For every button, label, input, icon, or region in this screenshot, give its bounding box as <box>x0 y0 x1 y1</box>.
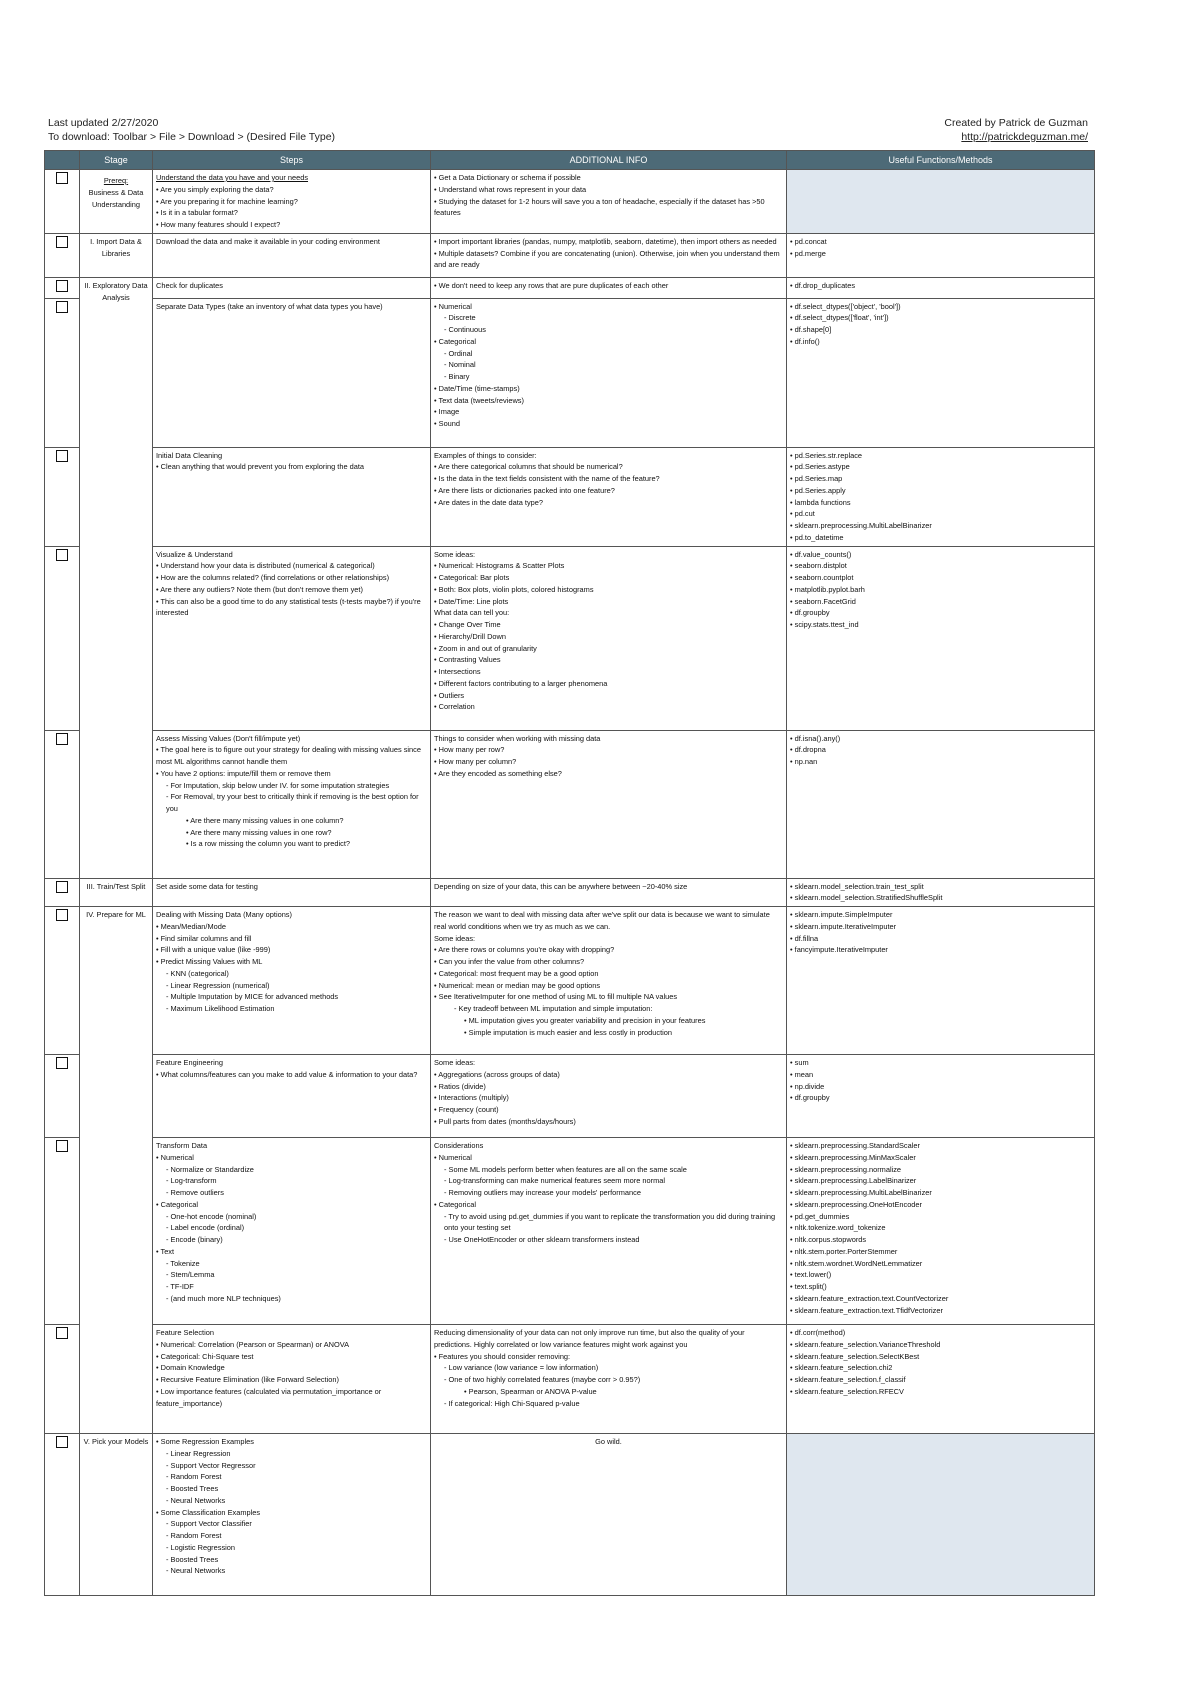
step-line: - Support Vector Classifier <box>166 1519 252 1529</box>
last-updated-text: Last updated 2/27/2020 <box>48 117 159 129</box>
functions-cell <box>787 907 1095 1055</box>
function-item: • pd.cut <box>790 509 815 519</box>
step-line: • Fill with a unique value (like -999) <box>156 945 271 955</box>
info-line: • Simple imputation is much easier and less costly in production <box>464 1027 672 1037</box>
step-line: • Numerical: Correlation (Pearson or Spearman) or ANOVA <box>156 1339 350 1349</box>
step-line: • Are there many missing values in one row? <box>186 827 332 837</box>
info-line: - Discrete <box>444 313 476 323</box>
info-line: Things to consider when working with missing data <box>434 733 601 743</box>
table-row <box>45 298 1095 447</box>
function-item: • text.lower() <box>790 1270 832 1280</box>
info-line: • Interactions (multiply) <box>434 1093 509 1103</box>
steps-cell <box>153 298 431 447</box>
info-line: Considerations <box>434 1141 484 1150</box>
table-row <box>45 546 1095 730</box>
step-line: • Predict Missing Values with ML <box>156 957 263 966</box>
step-line: - Multiple Imputation by MICE for advanced methods <box>166 992 339 1002</box>
column-header-row <box>45 151 1095 170</box>
info-line: • Studying the dataset for 1-2 hours will save you a ton of headache, especially if the dataset has >50 features <box>434 196 765 218</box>
function-item: • df.drop_duplicates <box>790 280 856 290</box>
info-line: Some ideas: <box>434 1058 476 1067</box>
info-line: • Numerical <box>434 1152 472 1162</box>
table-row <box>45 1325 1095 1434</box>
info-line: • Ratios (divide) <box>434 1081 486 1091</box>
function-item: • df.fillna <box>790 933 819 943</box>
function-item: • nltk.tokenize.word_tokenize <box>790 1223 886 1233</box>
row-checkbox[interactable] <box>56 280 68 292</box>
sheet-header-left <box>48 116 335 144</box>
info-line: • Both: Box plots, violin plots, colored histograms <box>434 584 594 594</box>
info-line: • Are there lists or dictionaries packed into one feature? <box>434 485 615 495</box>
step-line: Feature Selection <box>156 1328 214 1337</box>
info-line: - Removing outliers may increase your models' performance <box>444 1188 641 1197</box>
info-line: • Numerical: Histograms & Scatter Plots <box>434 561 565 571</box>
functions-cell <box>787 1434 1095 1596</box>
stage-cell: I. Import Data & Libraries <box>80 233 153 277</box>
function-item: • sklearn.preprocessing.OneHotEncoder <box>790 1199 922 1209</box>
info-line: - Use OneHotEncoder or other sklearn transformers instead <box>444 1235 640 1244</box>
function-item: • pd.Series.apply <box>790 485 846 495</box>
info-line: • Are they encoded as something else? <box>434 768 562 778</box>
step-line: - Label encode (ordinal) <box>166 1223 245 1233</box>
function-item: • pd.to_datetime <box>790 532 844 542</box>
step-line: • Are there any outliers? Note them (but don't remove them yet) <box>156 584 363 594</box>
info-line: • Pearson, Spearman or ANOVA P-value <box>464 1386 597 1396</box>
functions-cell <box>787 298 1095 447</box>
step-line: - Random Forest <box>166 1472 222 1482</box>
step-line: • How many features should I expect? <box>156 220 281 229</box>
step-line: Feature Engineering <box>156 1058 223 1067</box>
function-item: • df.corr(method) <box>790 1328 846 1337</box>
step-line: - KNN (categorical) <box>166 968 229 978</box>
steps-cell <box>153 233 431 277</box>
info-line: Some ideas: <box>434 933 476 943</box>
row-checkbox[interactable] <box>56 236 68 248</box>
table-row <box>45 878 1095 907</box>
step-line: - Boosted Trees <box>166 1554 219 1564</box>
steps-cell <box>153 878 431 907</box>
additional-info-cell <box>431 277 787 298</box>
function-item: • sklearn.model_selection.StratifiedShuffleSplit <box>790 893 943 903</box>
info-line: • Text data (tweets/reviews) <box>434 395 524 405</box>
additional-info-cell <box>431 233 787 277</box>
step-line: - Normalize or Standardize <box>166 1164 254 1174</box>
info-line: • Understand what rows represent in your data <box>434 184 587 194</box>
info-line: - Low variance (low variance = low information) <box>444 1363 599 1373</box>
functions-cell <box>787 730 1095 878</box>
function-item: • pd.get_dummies <box>790 1211 850 1221</box>
step-line: - One-hot encode (nominal) <box>166 1211 257 1221</box>
info-line: What data can tell you: <box>434 608 510 618</box>
function-item: • sklearn.feature_selection.chi2 <box>790 1363 893 1373</box>
column-header-additional-info: ADDITIONAL INFO <box>431 151 787 170</box>
table-row <box>45 233 1095 277</box>
additional-info-cell <box>431 878 787 907</box>
info-line: • Categorical: most frequent may be a good option <box>434 968 599 978</box>
steps-cell <box>153 447 431 546</box>
info-line: - Continuous <box>444 325 486 334</box>
row-checkbox[interactable] <box>56 881 68 893</box>
info-line: • Numerical <box>434 301 472 311</box>
step-line: • Are there many missing values in one column? <box>186 815 344 825</box>
step-line: • Clean anything that would prevent you from exploring the data <box>156 462 365 472</box>
additional-info-cell <box>431 298 787 447</box>
table-row <box>45 1434 1095 1596</box>
info-line: • Is the data in the text fields consistent with the name of the feature? <box>434 474 660 483</box>
function-item: • pd.Series.str.replace <box>790 450 863 460</box>
function-item: • sklearn.feature_selection.f_classif <box>790 1375 906 1384</box>
table-row <box>45 1138 1095 1325</box>
steps-cell <box>153 1325 431 1434</box>
functions-cell <box>787 878 1095 907</box>
step-line: - TF-IDF <box>166 1282 194 1291</box>
author-credit: Created by Patrick de Guzman <box>944 117 1088 129</box>
info-line: Depending on size of your data, this can be anywhere between ~20-40% size <box>434 881 688 891</box>
info-line: • Are there categorical columns that should be numerical? <box>434 462 623 472</box>
info-line: • Hierarchy/Drill Down <box>434 631 506 641</box>
info-line: • We don't need to keep any rows that are pure duplicates of each other <box>434 280 669 290</box>
function-item: • sklearn.preprocessing.MinMaxScaler <box>790 1152 916 1162</box>
info-line: - Log-transforming can make numerical features seem more normal <box>444 1176 665 1186</box>
row-checkbox[interactable] <box>56 549 68 561</box>
functions-cell <box>787 1325 1095 1434</box>
function-item: • df.shape[0] <box>790 325 832 334</box>
step-line: Visualize & Understand <box>156 549 233 559</box>
info-line: • Frequency (count) <box>434 1105 499 1114</box>
step-line: • Are you simply exploring the data? <box>156 184 274 194</box>
function-item: • df.select_dtypes(['float', 'int']) <box>790 313 889 323</box>
functions-cell <box>787 546 1095 730</box>
info-line: - Some ML models perform better when features are all on the same scale <box>444 1164 687 1174</box>
step-line: Understand the data you have and your needs <box>156 173 309 182</box>
table-row <box>45 277 1095 298</box>
step-line: • Some Regression Examples <box>156 1437 254 1446</box>
steps-cell <box>153 1055 431 1138</box>
function-item: • pd.Series.astype <box>790 462 850 472</box>
info-line: • Correlation <box>434 702 475 712</box>
function-item: • lambda functions <box>790 497 851 507</box>
info-line: • Zoom in and out of granularity <box>434 643 537 653</box>
info-line: • Change Over Time <box>434 620 501 629</box>
stage-cell: IV. Prepare for ML <box>80 907 153 1434</box>
function-item: • df.groupby <box>790 1093 830 1103</box>
additional-info-cell <box>431 546 787 730</box>
step-line: • Domain Knowledge <box>156 1363 225 1373</box>
steps-cell <box>153 277 431 298</box>
info-line: - Nominal <box>444 360 476 370</box>
function-item: • sklearn.feature_extraction.text.CountVectorizer <box>790 1293 949 1303</box>
table-row <box>45 1055 1095 1138</box>
steps-cell <box>153 1434 431 1596</box>
function-item: • sklearn.preprocessing.LabelBinarizer <box>790 1176 917 1186</box>
steps-cell <box>153 170 431 234</box>
info-line: • Intersections <box>434 667 481 676</box>
info-line: • Categorical: Bar plots <box>434 573 510 582</box>
stage-cell: III. Train/Test Split <box>80 878 153 907</box>
info-line: • Different factors contributing to a larger phenomena <box>434 678 608 688</box>
step-line: - Linear Regression <box>166 1448 231 1458</box>
function-item: • sklearn.impute.IterativeImputer <box>790 921 897 931</box>
step-line: - (and much more NLP techniques) <box>166 1293 281 1303</box>
step-line: - Boosted Trees <box>166 1484 219 1493</box>
function-item: • seaborn.countplot <box>790 573 854 582</box>
step-line: - Log-transform <box>166 1176 217 1186</box>
info-line: The reason we want to deal with missing data after we've split our data is because we want to simulate real world conditions when we try as much as we can. <box>434 910 770 931</box>
info-line: - One of two highly correlated features (maybe corr > 0.95?) <box>444 1375 641 1384</box>
info-line: • ML imputation gives you greater variability and precision in your features <box>464 1015 706 1025</box>
function-item: • sklearn.preprocessing.MultiLabelBinarizer <box>790 1188 932 1197</box>
step-line: • Categorical: Chi-Square test <box>156 1351 254 1361</box>
function-item: • sum <box>790 1058 809 1067</box>
steps-cell <box>153 730 431 878</box>
step-line: - Remove outliers <box>166 1188 224 1197</box>
functions-cell <box>787 1138 1095 1325</box>
info-line: Go wild. <box>595 1437 622 1446</box>
info-line: • Sound <box>434 419 461 428</box>
stage-cell: II. Exploratory Data Analysis <box>80 277 153 878</box>
function-item: • sklearn.feature_selection.VarianceThreshold <box>790 1339 941 1349</box>
function-item: • pd.merge <box>790 248 826 258</box>
step-line: • You have 2 options: impute/fill them or remove them <box>156 768 331 778</box>
function-item: • sklearn.model_selection.train_test_split <box>790 881 924 891</box>
step-line: - Encode (binary) <box>166 1235 223 1244</box>
additional-info-cell <box>431 907 787 1055</box>
function-item: • np.nan <box>790 757 818 766</box>
function-item: • nltk.stem.wordnet.WordNetLemmatizer <box>790 1258 923 1268</box>
step-line: • How are the columns related? (find correlations or other relationships) <box>156 573 390 582</box>
step-line: Download the data and make it available in your coding environment <box>156 236 380 246</box>
step-line: - Tokenize <box>166 1258 200 1268</box>
info-line: • Contrasting Values <box>434 655 501 665</box>
steps-cell <box>153 546 431 730</box>
table-row <box>45 447 1095 546</box>
sheet-header-right <box>944 116 1088 144</box>
info-line: • Import important libraries (pandas, numpy, matplotlib, seaborn, datetime), then import others as needed <box>434 236 777 246</box>
info-line: • Categorical <box>434 1199 477 1209</box>
steps-cell <box>153 1138 431 1325</box>
info-line: Some ideas: <box>434 549 476 559</box>
info-line: • Image <box>434 407 460 417</box>
step-line: - Neural Networks <box>166 1566 226 1576</box>
step-line: Dealing with Missing Data (Many options) <box>156 910 292 919</box>
step-line: - Linear Regression (numerical) <box>166 980 270 990</box>
step-line: - Logistic Regression <box>166 1542 236 1552</box>
table-row <box>45 907 1095 1055</box>
function-item: • df.isna().any() <box>790 733 841 743</box>
info-line: - Key tradeoff between ML imputation and simple imputation: <box>454 1004 653 1013</box>
info-line: • Get a Data Dictionary or schema if possible <box>434 173 581 182</box>
row-checkbox[interactable] <box>56 1140 68 1152</box>
step-line: • Categorical <box>156 1199 199 1209</box>
function-item: • sklearn.preprocessing.MultiLabelBinarizer <box>790 521 932 530</box>
step-line: - Stem/Lemma <box>166 1270 215 1280</box>
step-line: - Random Forest <box>166 1531 222 1540</box>
info-line: - If categorical: High Chi-Squared p-value <box>444 1398 580 1408</box>
function-item: • df.value_counts() <box>790 549 852 559</box>
step-line: Separate Data Types (take an inventory of what data types you have) <box>156 301 383 311</box>
step-line: • Recursive Feature Elimination (like Forward Selection) <box>156 1375 339 1384</box>
function-item: • sklearn.impute.SimpleImputer <box>790 910 893 919</box>
step-line: Assess Missing Values (Don't fill/impute yet) <box>156 733 301 743</box>
step-line: - For Removal, try your best to critically think if removing is the best option for you <box>166 792 419 813</box>
function-item: • df.dropna <box>790 745 826 755</box>
step-line: • Understand how your data is distributed (numerical & categorical) <box>156 561 375 571</box>
column-header-stage: Stage <box>80 151 153 170</box>
row-checkbox[interactable] <box>56 1327 68 1339</box>
function-item: • sklearn.preprocessing.normalize <box>790 1164 902 1174</box>
table-row <box>45 170 1095 234</box>
functions-cell <box>787 447 1095 546</box>
info-line: - Try to avoid using pd.get_dummies if you want to replicate the transformation you did during training onto your testing set <box>444 1211 776 1233</box>
functions-cell <box>787 277 1095 298</box>
column-header-checkbox <box>45 151 80 170</box>
step-line: - Neural Networks <box>166 1495 226 1505</box>
additional-info-cell <box>431 1138 787 1325</box>
step-line: Check for duplicates <box>156 280 223 290</box>
function-item: • seaborn.FacetGrid <box>790 596 856 606</box>
info-line: • Categorical <box>434 336 477 346</box>
info-line: Examples of things to consider: <box>434 450 537 460</box>
info-line: • Date/Time (time-stamps) <box>434 383 520 393</box>
stage-prereq-name: Business & Data Understanding <box>88 187 144 209</box>
row-checkbox[interactable] <box>56 733 68 745</box>
function-item: • matplotlib.pyplot.barh <box>790 584 865 594</box>
additional-info-cell <box>431 1055 787 1138</box>
info-line: • Pull parts from dates (months/days/hours) <box>434 1116 576 1126</box>
function-item: • sklearn.feature_extraction.text.TfidfVectorizer <box>790 1305 943 1315</box>
info-line: • Outliers <box>434 690 465 700</box>
step-line: • Low importance features (calculated via permutation_importance or feature_importance) <box>156 1386 382 1408</box>
additional-info-cell <box>431 1434 787 1596</box>
info-line: • See IterativeImputer for one method of using ML to fill multiple NA values <box>434 992 678 1002</box>
function-item: • fancyimpute.IterativeImputer <box>790 945 888 955</box>
step-line: • Text <box>156 1246 175 1256</box>
step-line: - For Imputation, skip below under IV. for some imputation strategies <box>166 780 390 790</box>
function-item: • sklearn.preprocessing.StandardScaler <box>790 1141 920 1150</box>
row-checkbox[interactable] <box>56 909 68 921</box>
ml-checklist-table <box>44 150 1095 1596</box>
step-line: • Mean/Median/Mode <box>156 921 226 931</box>
function-item: • mean <box>790 1069 814 1079</box>
step-line: - Support Vector Regressor <box>166 1460 256 1470</box>
step-line: Initial Data Cleaning <box>156 450 223 460</box>
step-line: • Is it in a tabular format? <box>156 208 238 218</box>
row-checkbox[interactable] <box>56 450 68 462</box>
author-website-link[interactable]: http://patrickdeguzman.me/ <box>961 131 1088 143</box>
info-line: • Are there rows or columns you're okay with dropping? <box>434 945 615 955</box>
row-checkbox[interactable] <box>56 301 68 313</box>
step-line: • Find similar columns and fill <box>156 933 252 943</box>
info-line: • Features you should consider removing: <box>434 1351 571 1361</box>
stage-cell: V. Pick your Models <box>80 1434 153 1596</box>
row-checkbox[interactable] <box>56 1436 68 1448</box>
function-item: • df.info() <box>790 336 820 346</box>
additional-info-cell <box>431 170 787 234</box>
step-line: - Maximum Likelihood Estimation <box>166 1004 275 1013</box>
info-line: • Date/Time: Line plots <box>434 596 509 606</box>
info-line: • Aggregations (across groups of data) <box>434 1069 560 1079</box>
step-line: • This can also be a good time to do any statistical tests (t-tests maybe?) if you're interested <box>156 596 421 618</box>
function-item: • pd.Series.map <box>790 474 843 483</box>
info-line: Reducing dimensionality of your data can not only improve run time, but also the quality of your predictions. Highly correlated or low variance features might work against you <box>434 1328 745 1349</box>
function-item: • scipy.stats.ttest_ind <box>790 620 859 629</box>
step-line: • Is a row missing the column you want to predict? <box>186 839 351 849</box>
step-line: • Some Classification Examples <box>156 1507 261 1517</box>
column-header-useful-functions: Useful Functions/Methods <box>787 151 1095 170</box>
info-line: • Are dates in the date data type? <box>434 497 544 507</box>
steps-cell <box>153 907 431 1055</box>
function-item: • np.divide <box>790 1081 825 1091</box>
column-header-steps: Steps <box>153 151 431 170</box>
stage-cell <box>80 170 153 234</box>
stage-prereq-label: Prereq: <box>103 176 129 185</box>
step-line: • Numerical <box>156 1152 194 1162</box>
info-line: • Multiple datasets? Combine if you are concatenating (union). Otherwise, join when you understand them and are ready <box>434 248 780 270</box>
info-line: - Binary <box>444 372 470 381</box>
function-item: • seaborn.distplot <box>790 561 847 571</box>
step-line: Transform Data <box>156 1141 208 1150</box>
additional-info-cell <box>431 1325 787 1434</box>
row-checkbox[interactable] <box>56 172 68 184</box>
info-line: • How many per row? <box>434 745 505 755</box>
step-line: • The goal here is to figure out your strategy for dealing with missing values since most ML algorithms cannot handle them <box>156 745 421 766</box>
function-item: • nltk.stem.porter.PorterStemmer <box>790 1246 898 1256</box>
row-checkbox[interactable] <box>56 1057 68 1069</box>
function-item: • text.split() <box>790 1282 827 1291</box>
function-item: • sklearn.feature_selection.RFECV <box>790 1386 904 1396</box>
table-row <box>45 730 1095 878</box>
function-item: • df.select_dtypes(['object', 'bool']) <box>790 301 901 311</box>
function-item: • pd.concat <box>790 236 827 246</box>
additional-info-cell <box>431 447 787 546</box>
info-line: • How many per column? <box>434 757 517 766</box>
functions-cell <box>787 233 1095 277</box>
additional-info-cell <box>431 730 787 878</box>
info-line: - Ordinal <box>444 348 473 358</box>
step-line: • Are you preparing it for machine learning? <box>156 196 298 206</box>
function-item: • df.groupby <box>790 608 830 618</box>
download-hint-text: To download: Toolbar > File > Download > (Desired File Type) <box>48 131 336 143</box>
step-line: Set aside some data for testing <box>156 881 258 891</box>
step-line: • What columns/features can you make to add value & information to your data? <box>156 1069 418 1079</box>
info-line: • Numerical: mean or median may be good options <box>434 980 601 990</box>
functions-cell <box>787 1055 1095 1138</box>
functions-cell <box>787 170 1095 234</box>
function-item: • nltk.corpus.stopwords <box>790 1235 867 1244</box>
function-item: • sklearn.feature_selection.SelectKBest <box>790 1351 920 1361</box>
info-line: • Can you infer the value from other columns? <box>434 957 585 966</box>
